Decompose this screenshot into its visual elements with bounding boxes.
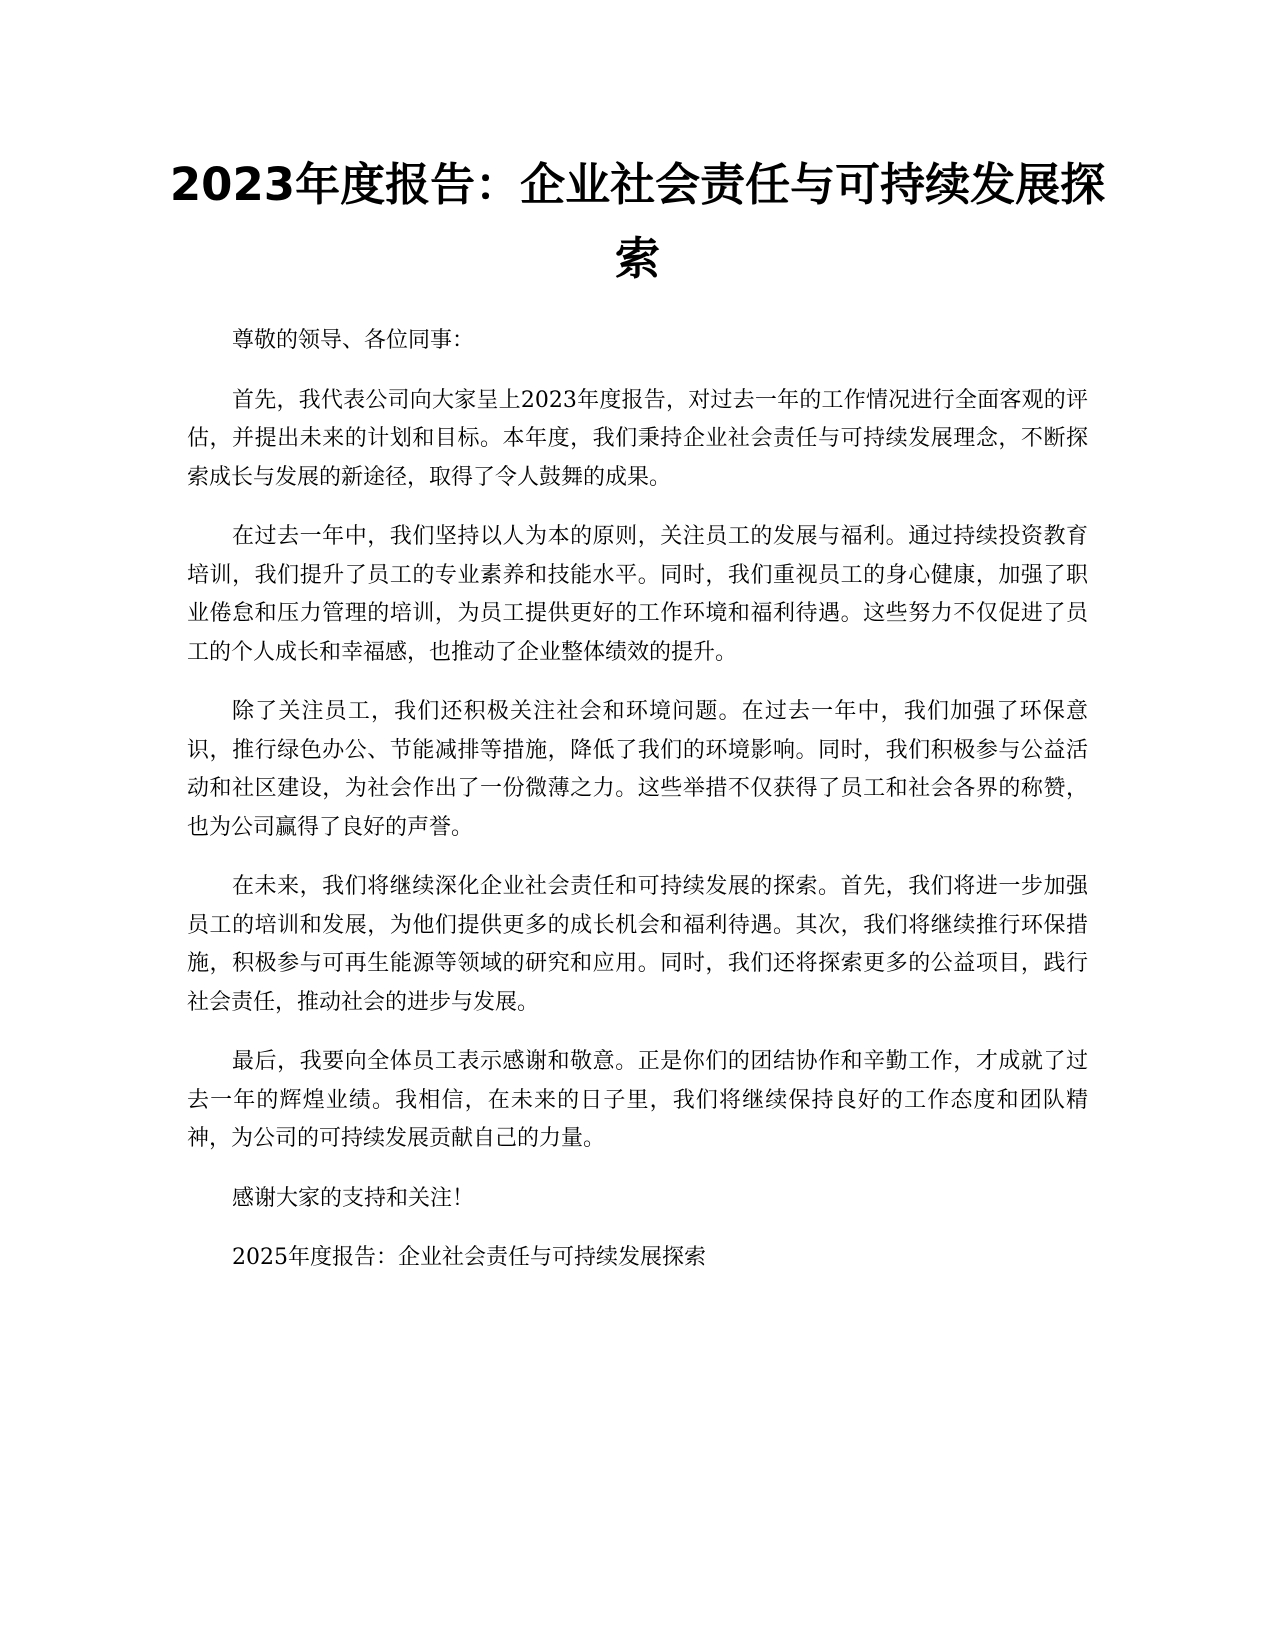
salutation: 尊敬的领导、各位同事：	[232, 328, 475, 353]
paragraph-society-environment: 除了关注员工，我们还积极关注社会和环境问题。在过去一年中，我们加强了环保意识，推行绿色办公、节能减排等措施，降低了我们的环境影响。同时，我们积极参与公益活动和社区建设，为社会作出了一份微薄之力。这些举措不仅获得了员工和社会各界的称赞，也为公司赢得了良好的声誉。	[187, 699, 1088, 840]
paragraph-future: 在未来，我们将继续深化企业社会责任和可持续发展的探索。首先，我们将进一步加强员工的培训和发展，为他们提供更多的成长机会和福利待遇。其次，我们将继续推行环保措施，积极参与可再生能源等领域的研究和应用。同时，我们还将探索更多的公益项目，践行社会责任，推动社会的进步与发展。	[187, 874, 1088, 1015]
document-title: 2023年度报告：企业社会责任与可持续发展探索	[169, 158, 1106, 285]
closing-line: 感谢大家的支持和关注！	[232, 1185, 475, 1211]
document-body	[187, 322, 1088, 1299]
paragraph-thanks: 最后，我要向全体员工表示感谢和敬意。正是你们的团结协作和辛勤工作，才成就了过去一年的辉煌业绩。我相信，在未来的日子里，我们将继续保持良好的工作态度和团队精神，为公司的可持续发展贡献自己的力量。	[187, 1049, 1088, 1151]
paragraph-intro: 首先，我代表公司向大家呈上2023年度报告，对过去一年的工作情况进行全面客观的评估，并提出未来的计划和目标。本年度，我们秉持企业社会责任与可持续发展理念，不断探索成长与发展的新途径，取得了令人鼓舞的成果。	[187, 387, 1088, 490]
footer-line: 2025年度报告：企业社会责任与可持续发展探索	[232, 1245, 706, 1270]
paragraph-employees: 在过去一年中，我们坚持以人为本的原则，关注员工的发展与福利。通过持续投资教育培训，我们提升了员工的专业素养和技能水平。同时，我们重视员工的身心健康，加强了职业倦怠和压力管理的培训，为员工提供更好的工作环境和福利待遇。这些努力不仅促进了员工的个人成长和幸福感，也推动了企业整体绩效的提升。	[187, 524, 1088, 665]
